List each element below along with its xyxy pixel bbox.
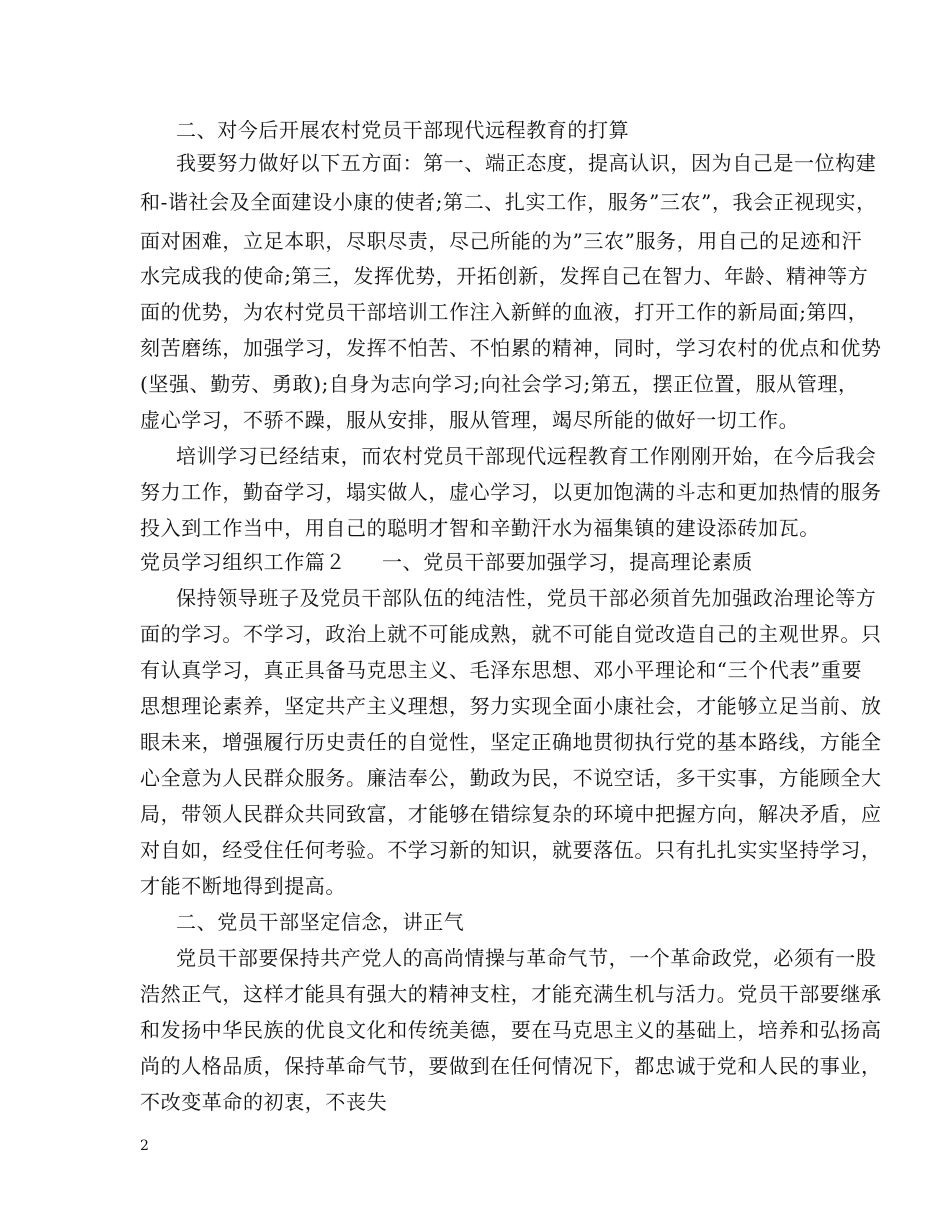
text-line: 党员干部要保持共产党人的高尚情操与革命气节，一个革命政党，必须有一股 (176, 946, 877, 970)
text-line: 有认真学习，真正具备马克思主义、毛泽东思想、邓小平理论和“三个代表”重要 (140, 658, 863, 682)
text-line: 保持领导班子及党员干部队伍的纯洁性，党员干部必须首先加强政治理论等方 (176, 586, 877, 610)
section-heading: 二、对今后开展农村党员干部现代远程教育的打算 (176, 118, 630, 142)
article-title-line (140, 550, 753, 574)
text-line: 投入到工作当中，用自己的聪明才智和辛勤汗水为福集镇的建设添砖加瓦。 (140, 516, 820, 540)
text-line: 水完成我的使命;第三，发挥优势，开拓创新，发挥自己在智力、年龄、精神等方 (140, 264, 869, 288)
text-line: 才能不断地得到提高。 (140, 874, 346, 898)
text-line: 浩然正气，这样才能具有强大的精神支柱，才能充满生机与活力。党员干部要继承 (140, 982, 882, 1006)
section-heading: 二、党员干部坚定信念，讲正气 (176, 910, 465, 934)
text-line: 努力工作，勤奋学习，塌实做人，虚心学习，以更加饱满的斗志和更加热情的服务 (140, 480, 882, 504)
text-line: 面对困难，立足本职，尽职尽责，尽己所能的为”三农”服务，用自己的足迹和汗 (140, 229, 863, 253)
text-line: 和发扬中华民族的优良文化和传统美德，要在马克思主义的基础上，培养和弘扬高 (140, 1018, 882, 1042)
text-line: (坚强、勤劳、勇敢);自身为志向学习;向社会学习;第五，摆正位置，服从管理， (140, 372, 859, 396)
text-line: 刻苦磨练，加强学习，发挥不怕苦、不怕累的精神，同时，学习农村的优点和优势 (140, 336, 882, 360)
text-line: 局，带领人民群众共同致富，才能够在错综复杂的环境中把握方向，解决矛盾，应 (140, 802, 882, 826)
text-line: 心全意为人民群众服务。廉洁奉公，勤政为民，不说空话，多干实事，方能顾全大 (140, 766, 882, 790)
text-line: 思想理论素养，坚定共产主义理想，努力实现全面小康社会，才能够立足当前、放 (140, 694, 882, 718)
text-line: 我要努力做好以下五方面：第一、端正态度，提高认识，因为自己是一位构建 (176, 151, 877, 175)
page-number: 2 (140, 1138, 149, 1154)
text-line: 和-谐社会及全面建设小康的使者;第二、扎实工作，服务”三农”，我会正视现实， (140, 190, 877, 214)
text-line: 虚心学习，不骄不躁，服从安排，服从管理，竭尽所能的做好一切工作。 (140, 408, 800, 432)
text-line: 面的优势，为农村党员干部培训工作注入新鲜的血液，打开工作的新局面;第四， (140, 300, 869, 324)
text-line: 尚的人格品质，保持革命气节，要做到在任何情况下，都忠诚于党和人民的事业， (140, 1054, 882, 1078)
text-line: 不改变革命的初衷，不丧失 (140, 1090, 388, 1114)
text-line: 面的学习。不学习，政治上就不可能成熟，就不可能自觉改造自己的主观世界。只 (140, 622, 882, 646)
article-title: 党员学习组织工作篇２ (140, 550, 346, 574)
section-heading: 一、党员干部要加强学习，提高理论素质 (382, 550, 753, 574)
text-line: 培训学习已经结束，而农村党员干部现代远程教育工作刚刚开始，在今后我会 (176, 444, 877, 468)
text-line: 对自如，经受住任何考验。不学习新的知识，就要落伍。只有扎扎实实坚持学习， (140, 838, 882, 862)
text-line: 眼未来，增强履行历史责任的自觉性，坚定正确地贯彻执行党的基本路线，方能全 (140, 730, 882, 754)
